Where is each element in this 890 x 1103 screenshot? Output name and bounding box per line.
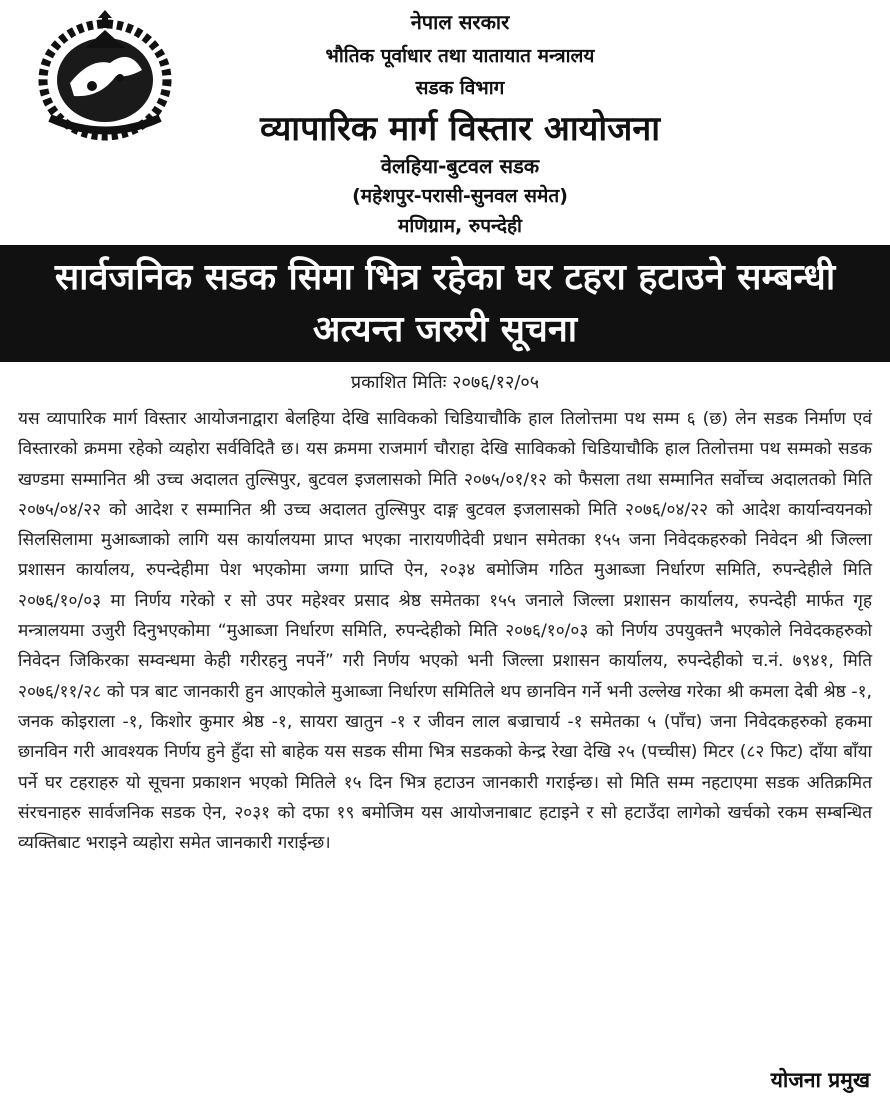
letterhead (0, 0, 890, 245)
published-date: प्रकाशित मितिः २०७६/१२/०५ (350, 372, 540, 393)
signature: योजना प्रमुख (770, 1068, 870, 1092)
road-name: वेलहिया-बुटवल सडक (380, 154, 540, 178)
notice-title-line1: सार्वजनिक सडक सिमा भित्र रहेका घर टहरा हटाउने सम्बन्धी (54, 257, 836, 298)
office-location: मणिग्राम, रुपन्देही (398, 215, 522, 237)
government-name: नेपाल सरकार (410, 10, 510, 34)
project-name: व्यापारिक मार्ग विस्तार आयोजना (259, 109, 661, 149)
road-subtitle: (महेशपुर-परासी-सुनवल समेत) (352, 185, 568, 207)
notice-title-line2: अत्यन्त जरुरी सूचना (312, 309, 578, 350)
department-name: सडक विभाग (415, 77, 505, 99)
ministry-name: भौतिक पूर्वाधार तथा यातायात मन्त्रालय (325, 45, 595, 67)
notice-body: यस व्यापारिक मार्ग विस्तार आयोजनाद्वारा बेलहिया देखि साविकको चिडियाचौकि हाल तिलोत्तमा पथ सम्म ६ (छ) लेन सडक निर्माण एवं विस्तारको क्रममा रहेको व्यहोरा सर्वविदितै छ। यस क्रममा राजमार्ग चौराहा देखि साविकको चिडियाचौकि हाल तिलोत्तमा पथ सम्मको सडक खण्डमा सम्मानित श्री उच्च अदालत तुल्सिपुर, बुटवल इजलासको मिति २०७५/०१/१२ को फैसला तथा सम्मानित सर्वोच्च अदालतको मिति २०७५/०४/२२ को आदेश र सम्मानित श्री उच्च अदालत तुल्सिपुर दाङ्ग बुटवल इजलासको मिति २०७६/०४/२२ को आदेश कार्यान्वयनको सिलसिलामा मुआब्जाको लागि यस कार्यालयमा प्राप्त भएका नारायणीदेवी प्रधान समेतका १५५ जना निवेदकहरुको निवेदन श्री जिल्ला प्रशासन कार्यालय, रुपन्देहीमा पेश भएकोमा जग्गा प्राप्ति ऐन, २०३४ बमोजिम गठित मुआब्जा निर्धारण समिति, रुपन्देहीले मिति २०७६/१०/०३ मा निर्णय गरेको र सो उपर महेश्वर प्रसाद श्रेष्ठ समेतका १५५ जनाले जिल्ला प्रशासन कार्यालय, रुपन्देही मार्फत गृह मन्त्रालयमा उजुरी दिनुभएकोमा “मुआब्जा निर्धारण समिति, रुपन्देहीको मिति २०७६/१०/०३ को निर्णय उपयुक्तनै भएकोले निवेदकहरुको निवेदन जिकिरका सम्वन्धमा केही गरीरहनु नपर्ने” गरी निर्णय भएको भनी जिल्ला प्रशासन कार्यालय, रुपन्देहीको च.नं. ७९४१, मिति २०७६/११/२८ को पत्र बाट जानकारी हुन आएकोले मुआब्जा निर्धारण समितिले थप छानविन गर्ने भनी उल्लेख गरेका श्री कमला देबी श्रेष्ठ -१, जनक कोइराला -१, किशोर कुमार श्रेष्ठ -१, सायरा खातुन -१ र जीवन लाल बज्राचार्य -१ समेतका ५ (पाँच) जना निवेदकहरुको हकमा छानविन गरी आवश्यक निर्णय हुने हुँदा सो बाहेक यस सडक सीमा भित्र सडकको केन्द्र रेखा देखि २५ (पच्चीस) मिटर (८२ फिट) दाँया बाँया पर्ने घर टहराहरु यो सूचना प्रकाशन भएको मितिले १५ दिन भित्र हटाउन जानकारी गराईन्छ। सो मिति सम्म नहटाएमा सडक अतिक्रमित संरचनाहरु सार्वजनिक सडक ऐन, २०३१ को दफा १९ बमोजिम यस आयोजनाबाट हटाइने र सो हटाउँदा लागेको खर्चको रकम सम्बन्धित व्यक्तिबाट भराइने व्यहोरा समेत जानकारी गराईन्छ। (18, 409, 872, 854)
notice-title-banner (0, 245, 890, 362)
